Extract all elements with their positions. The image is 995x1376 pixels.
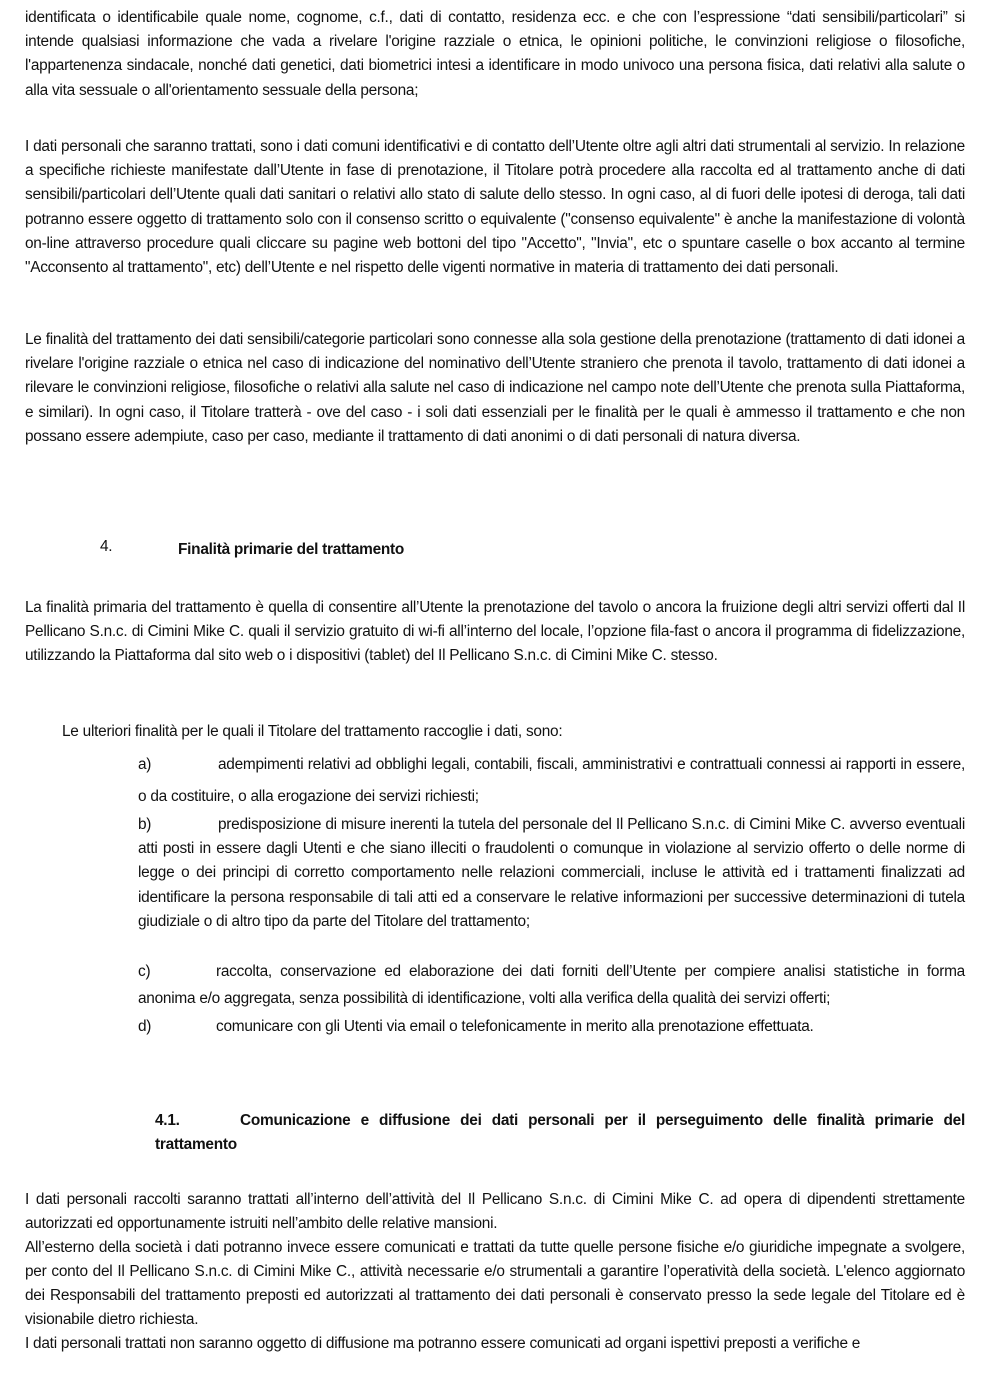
list-item-d-text: comunicare con gli Utenti via email o telefonicamente in merito alla prenotazione effettuata. bbox=[216, 1018, 814, 1035]
personal-data-paragraph: I dati personali che saranno trattati, sono i dati comuni identificativi e di contatto dell’Utente oltre agli altri dati strumentali al servizio. In relazione a specifiche richieste manifestate dall’Utente in fase di prenotazione, il Titolare potrà procedere alla raccolta ed al trattamento anche di dati sensibili/particolari dell’Utente quali dati sanitari o relativi allo stato di salute dello stesso. In ogni caso, al di fuori delle ipotesi di deroga, tali dati potranno essere oggetto di trattamento solo con il consenso scritto o equivalente ("consenso equivalente" è anche la manifestazione di volontà on-line attraverso procedure quali cliccare su pagine web bottoni del tipo "Accetto", "Invia", etc o spuntare caselle o box accanto al termine "Acconsento al trattamento", etc) dell’Utente e nel rispetto delle vigenti normative in materia di trattamento dei dati personali. bbox=[25, 138, 965, 277]
list-item-a bbox=[138, 749, 965, 813]
section-4-1-title: Comunicazione e diffusione dei dati personali per il perseguimento delle finalità primarie del trattamento bbox=[155, 1112, 965, 1153]
list-item-a-text: adempimenti relativi ad obblighi legali, contabili, fiscali, amministrativi e contrattuali connessi ai rapporti in essere, o da costituire, o alla erogazione dei servizi richiesti; bbox=[138, 756, 965, 805]
list-item-c bbox=[138, 958, 965, 1012]
list-item-d-label: d) bbox=[138, 1018, 152, 1035]
sensitive-data-purposes-paragraph: Le finalità del trattamento dei dati sensibili/categorie particolari sono connesse alla sola gestione della prenotazione (trattamento di dati idonei a rivelare l'origine razziale o etnica nel caso di indicazione del nominativo dell’Utente straniero che prenota il tavolo, trattamento di dati idonei a rilevare le convinzioni religiose, filosofiche o relativi alla salute nel caso di indicazione nel campo note dell’Utente che prenota sulla Piattaforma, e similari). In ogni caso, il Titolare tratterà - ove del caso - i soli dati essenziali per le finalità per le quali è ammesso il trattamento e che non possano essere adempiute, caso per caso, mediante il trattamento di dati anonimi o di dati personali di natura diversa. bbox=[25, 331, 965, 445]
list-item-b-label: b) bbox=[138, 816, 152, 833]
list-item-b bbox=[138, 813, 965, 934]
section-4-1-paragraph-2: All’esterno della società i dati potranno invece essere comunicati e trattati da tutte quelle persone fisiche e/o giuridiche impegnate a svolgere, per conto del Il Pellicano S.n.c. di Cimini Mike C., attività necessarie e/o strumentali a garantire l’operatività della società. L'elenco aggiornato dei Responsabili del trattamento preposti ed autorizzati al trattamento dei dati personali è conservato presso la sede legale del Titolare ed è visionabile dietro richiesta. bbox=[25, 1239, 965, 1328]
list-item-b-text: predisposizione di misure inerenti la tutela del personale del Il Pellicano S.n.c. di Cimini Mike C. avverso eventuali atti posti in essere dagli Utenti e che siano illeciti o fraudolenti o comunque in violazione al servizio offerto o delle norme di legge o dei principi di corretto comportamento nelle relazioni commerciali, incluse le attività ed i trattamenti finalizzati ad identificare la persona responsabile di tali atti ed a conservare le relative informazioni per successive determinazioni di tutela giudiziale o di altro tipo da parte del Titolare del trattamento; bbox=[138, 816, 965, 930]
section-4-1-heading bbox=[155, 1109, 965, 1157]
section-4-list-intro: Le ulteriori finalità per le quali il Titolare del trattamento raccoglie i dati, sono: bbox=[62, 723, 563, 740]
list-item-c-text: raccolta, conservazione ed elaborazione dei dati forniti dell’Utente per compiere analisi statistiche in forma anonima e/o aggregata, senza possibilità di identificazione, volti alla verifica della qualità dei servizi offerti; bbox=[138, 963, 965, 1007]
section-4-1-paragraph-3: I dati personali trattati non saranno oggetto di diffusione ma potranno essere comunicati ad organi ispettivi preposti a verifiche e bbox=[25, 1335, 861, 1352]
list-item-d bbox=[138, 1014, 965, 1040]
section-4-paragraph: La finalità primaria del trattamento è quella di consentire all’Utente la prenotazione del tavolo o ancora la fruizione degli altri servizi offerti dal Il Pellicano S.n.c. di Cimini Mike C. quali il servizio gratuito di wi-fi all’interno del locale, l’opzione fila-fast o ancora il programma di fidelizzazione, utilizzando la Piattaforma dal sito web o i dispositivi (tablet) del Il Pellicano S.n.c. di Cimini Mike C. stesso. bbox=[25, 599, 965, 665]
section-4-number: 4. bbox=[100, 538, 113, 555]
section-4-1-paragraph-1: I dati personali raccolti saranno trattati all’interno dell’attività del Il Pellicano S.n.c. di Cimini Mike C. ad opera di dipendenti strettamente autorizzati ed opportunamente istruiti nell’ambito delle relative mansioni. bbox=[25, 1191, 965, 1232]
intro-paragraph: identificata o identificabile quale nome, cognome, c.f., dati di contatto, residenza ecc. e che con l’espressione “dati sensibili/particolari” si intende qualsiasi informazione che vada a rivelare l'origine razziale o etnica, le opinioni politiche, le convinzioni religiose o filosofiche, l'appartenenza sindacale, nonché dati genetici, dati biometrici intesi a identificare in modo univoco una persona fisica, dati relativi alla salute o alla vita sessuale o all'orientamento sessuale della persona; bbox=[25, 9, 965, 99]
section-4-title: Finalità primarie del trattamento bbox=[178, 541, 405, 558]
section-4-1-number: 4.1. bbox=[155, 1112, 180, 1129]
list-item-a-label: a) bbox=[138, 756, 152, 773]
list-item-c-label: c) bbox=[138, 963, 151, 980]
